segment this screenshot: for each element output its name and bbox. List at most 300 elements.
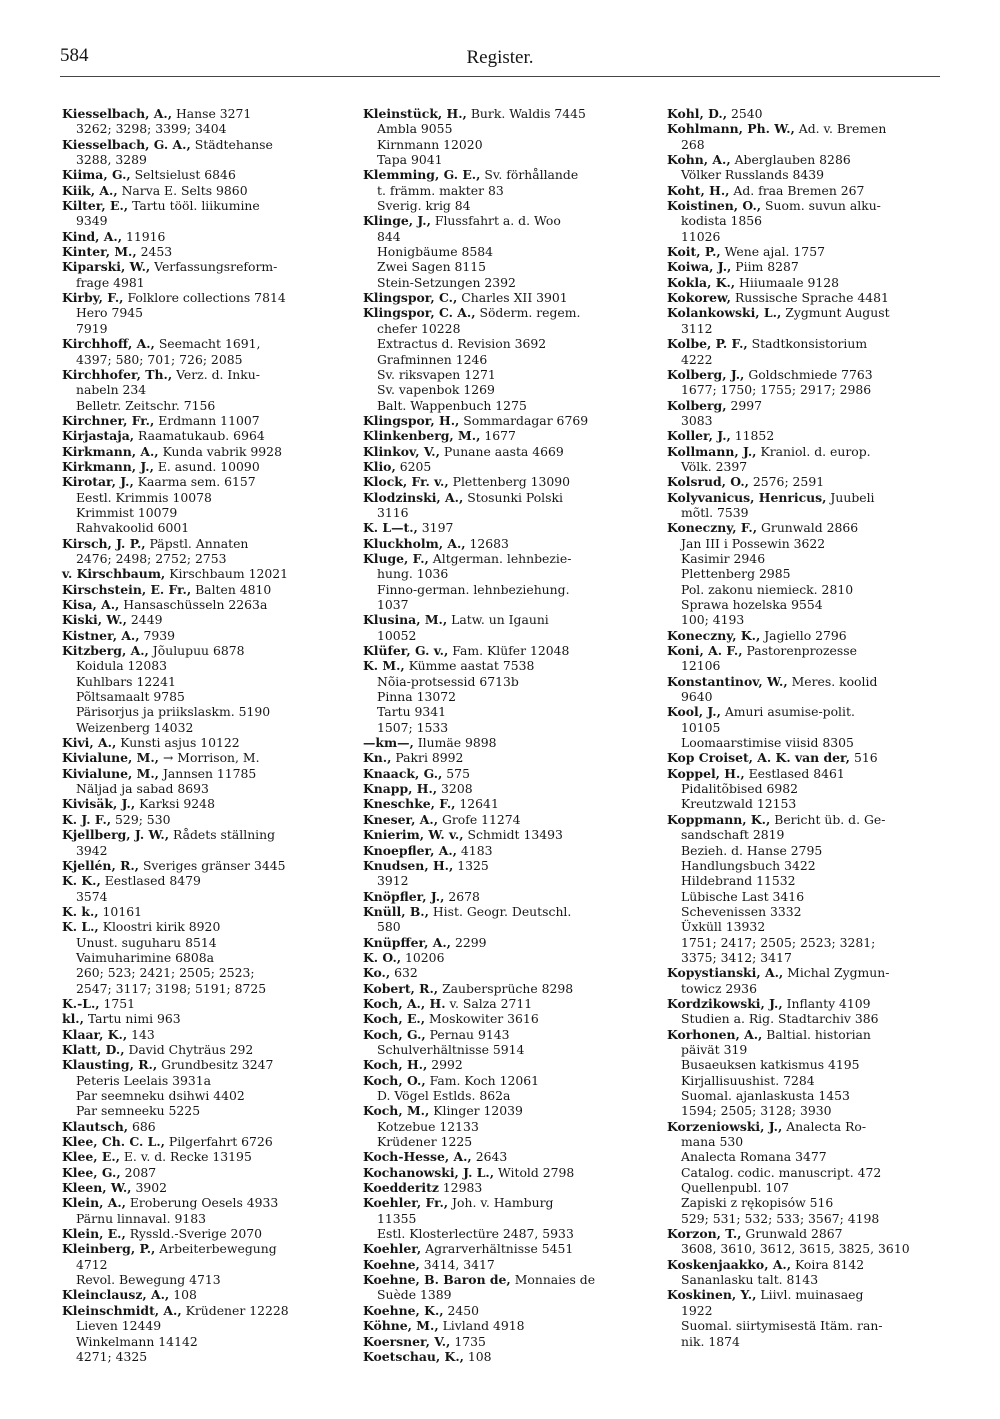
entry-author: Koneczny, F., xyxy=(667,520,758,536)
index-line xyxy=(363,459,645,474)
entry-author: Knoepfler, A., xyxy=(363,842,457,858)
index-line xyxy=(667,275,943,290)
entry-text: David Chyträus 292 xyxy=(124,1041,254,1057)
entry-author: Kiesselbach, A., xyxy=(62,106,173,121)
entry-text: 10105 xyxy=(681,719,721,735)
index-line xyxy=(62,336,344,351)
entry-text: Sv. vapenbok 1269 xyxy=(377,382,495,398)
index-line xyxy=(62,1287,344,1302)
entry-text: Kotzebue 12133 xyxy=(377,1118,479,1134)
entry-author: Klingspor, C., xyxy=(363,290,458,306)
entry-text: 12983 xyxy=(438,1180,483,1196)
entry-author: Kolyvanicus, Henricus, xyxy=(667,489,827,505)
index-column-1 xyxy=(62,106,344,1364)
entry-text: Pidalitõbised 6982 xyxy=(681,781,798,797)
index-line xyxy=(62,858,344,873)
entry-text: Suomal. ajanlaskusta 1453 xyxy=(681,1088,850,1103)
entry-text: Sommardagar 6769 xyxy=(459,412,589,428)
index-line xyxy=(667,843,943,858)
entry-text: 4222 xyxy=(681,351,713,367)
entry-text: Raamatukaub. 6964 xyxy=(134,428,265,444)
index-line xyxy=(363,1103,645,1118)
entry-text: towicz 2936 xyxy=(681,980,757,996)
index-line xyxy=(363,796,645,811)
index-line xyxy=(62,643,344,658)
index-line xyxy=(667,183,943,198)
entry-text: Suomal. siirtymisestä Itäm. ran- xyxy=(681,1318,883,1334)
index-line xyxy=(667,1165,943,1180)
entry-text: Pakri 8992 xyxy=(391,750,464,766)
entry-text: 3942 xyxy=(76,842,108,858)
index-line xyxy=(667,1073,943,1088)
index-line xyxy=(62,582,344,597)
entry-text: Eestlased 8479 xyxy=(100,873,201,889)
entry-text: Ilumäe 9898 xyxy=(413,735,497,751)
entry-text: Zwei Sagen 8115 xyxy=(377,259,487,275)
entry-author: Knudsen, H., xyxy=(363,857,454,873)
index-line xyxy=(667,536,943,551)
index-line xyxy=(62,474,344,489)
entry-text: 844 xyxy=(377,228,401,244)
entry-author: Koch, E., xyxy=(363,1011,426,1027)
index-line xyxy=(62,766,344,781)
index-line xyxy=(363,658,645,673)
entry-author: Kjellberg, J. W., xyxy=(62,827,170,843)
index-line xyxy=(667,1119,943,1134)
index-line xyxy=(363,766,645,781)
entry-text: Baltial. historian xyxy=(762,1026,871,1042)
entry-author: Klingspor, C. A., xyxy=(363,305,476,321)
index-line xyxy=(62,919,344,934)
index-line xyxy=(363,152,645,167)
index-line xyxy=(363,643,645,658)
index-line xyxy=(667,643,943,658)
entry-author: Kleinschmidt, A., xyxy=(62,1302,182,1318)
entry-text: frage 4981 xyxy=(76,274,145,290)
entry-text: Joh. v. Hamburg xyxy=(448,1195,554,1211)
entry-text: Kloostri kirik 8920 xyxy=(98,919,221,935)
entry-text: Hansaschüsseln 2263a xyxy=(119,597,268,612)
entry-text: 1735 xyxy=(450,1333,486,1349)
index-line xyxy=(62,1334,344,1349)
index-line xyxy=(667,981,943,996)
entry-author: Klinge, J., xyxy=(363,213,431,229)
entry-author: Kiesselbach, G. A., xyxy=(62,136,191,152)
index-line xyxy=(667,1011,943,1026)
entry-author: Koch, M., xyxy=(363,1103,430,1119)
index-line xyxy=(667,198,943,213)
entry-text: 108 xyxy=(169,1287,197,1303)
index-line xyxy=(363,1318,645,1333)
index-line xyxy=(62,689,344,704)
index-line xyxy=(667,305,943,320)
entry-author: Kivialune, M., xyxy=(62,765,159,781)
entry-text: Arbeiterbewegung xyxy=(155,1241,277,1257)
index-line xyxy=(667,1303,943,1318)
index-line xyxy=(363,183,645,198)
entry-author: Kilter, E., xyxy=(62,198,129,214)
entry-text: 516 xyxy=(850,750,878,766)
entry-author: Kirby, F., xyxy=(62,290,124,306)
header-rule xyxy=(60,76,940,77)
entry-text: 143 xyxy=(127,1026,155,1042)
entry-author: Korhonen, A., xyxy=(667,1026,763,1042)
index-line xyxy=(667,352,943,367)
index-line xyxy=(363,827,645,842)
entry-text: 9640 xyxy=(681,689,713,705)
index-line xyxy=(62,1088,344,1103)
index-line xyxy=(62,536,344,551)
index-line xyxy=(62,167,344,182)
index-line xyxy=(62,259,344,274)
entry-text: Analecta Ro- xyxy=(782,1118,867,1134)
index-line xyxy=(363,1272,645,1287)
entry-text: 2643 xyxy=(471,1149,508,1165)
entry-text: 7919 xyxy=(76,320,108,336)
index-line xyxy=(363,520,645,535)
index-line xyxy=(363,597,645,612)
index-line xyxy=(667,444,943,459)
entry-text: 3083 xyxy=(681,412,713,428)
entry-author: Kirjastaja, xyxy=(62,428,135,444)
entry-author: Koehne, B. Baron de, xyxy=(363,1272,511,1288)
entry-author: Knüpffer, A., xyxy=(363,934,451,950)
index-line xyxy=(363,428,645,443)
index-line xyxy=(667,858,943,873)
entry-text: nabeln 234 xyxy=(76,382,147,398)
index-line xyxy=(363,413,645,428)
entry-author: Kool, J., xyxy=(667,704,721,720)
entry-text: Eestl. Krimmis 10078 xyxy=(76,489,212,505)
index-line xyxy=(667,1334,943,1349)
entry-text: 260; 523; 2421; 2505; 2523; xyxy=(76,965,255,981)
entry-text: 7939 xyxy=(139,627,176,643)
entry-text: Michal Zygmun- xyxy=(783,965,890,981)
index-line xyxy=(363,505,645,520)
entry-text: Pinna 13072 xyxy=(377,689,457,705)
entry-author: Kop Croiset, A. K. van der, xyxy=(667,750,850,766)
index-line xyxy=(363,121,645,136)
entry-text: Jan III i Possewin 3622 xyxy=(681,535,826,551)
entry-author: Kjellén, R., xyxy=(62,857,139,873)
entry-text: 3414, 3417 xyxy=(419,1256,495,1272)
index-line xyxy=(667,873,943,888)
entry-text: Bezieh. d. Hanse 2795 xyxy=(681,842,823,858)
index-line xyxy=(363,981,645,996)
index-line xyxy=(62,1011,344,1026)
entry-text: 10161 xyxy=(98,903,142,919)
index-line xyxy=(667,674,943,689)
entry-author: Kopystianski, A., xyxy=(667,965,784,981)
entry-author: Kolberg, J., xyxy=(667,366,745,382)
entry-author: Köhne, M., xyxy=(363,1318,439,1334)
entry-author: Koppmann, K., xyxy=(667,811,771,827)
index-line xyxy=(363,367,645,382)
index-line xyxy=(667,1226,943,1241)
index-line xyxy=(62,428,344,443)
index-line xyxy=(667,1287,943,1302)
index-line xyxy=(667,167,943,182)
index-line xyxy=(667,413,943,428)
entry-text: 3112 xyxy=(681,320,713,336)
index-line xyxy=(667,336,943,351)
index-line xyxy=(363,1303,645,1318)
index-line xyxy=(363,750,645,765)
entry-author: Koehne, xyxy=(363,1256,420,1272)
entry-text: 3197 xyxy=(417,520,454,536)
index-line xyxy=(363,781,645,796)
entry-author: Kolbe, P. F., xyxy=(667,336,748,352)
entry-text: kodista 1856 xyxy=(681,213,763,229)
entry-author: Klusina, M., xyxy=(363,612,448,628)
index-line xyxy=(62,551,344,566)
entry-text: 11026 xyxy=(681,228,721,244)
index-line xyxy=(363,1134,645,1149)
entry-author: Klingspor, H., xyxy=(363,412,460,428)
entry-text: 2476; 2498; 2752; 2753 xyxy=(76,550,227,566)
index-line xyxy=(667,259,943,274)
entry-text: 2453 xyxy=(136,244,173,260)
entry-author: kl., xyxy=(62,1011,84,1027)
entry-text: Rådets ställning xyxy=(169,827,276,843)
index-line xyxy=(62,244,344,259)
entry-text: Fam. Klüfer 12048 xyxy=(448,643,570,659)
entry-text: Punane aasta 4669 xyxy=(439,443,564,459)
entry-text: Hist. Geogr. Deutschl. xyxy=(428,903,572,919)
entry-text: 575 xyxy=(442,765,470,781)
index-line xyxy=(667,1134,943,1149)
index-line xyxy=(363,1257,645,1272)
index-line xyxy=(62,106,344,121)
index-line xyxy=(363,1211,645,1226)
index-line xyxy=(667,766,943,781)
index-line xyxy=(62,1073,344,1088)
index-line xyxy=(62,1195,344,1210)
entry-text: mõtl. 7539 xyxy=(681,504,749,520)
entry-author: Koch, G., xyxy=(363,1026,426,1042)
entry-text: Amuri asumise-polit. xyxy=(720,704,855,720)
entry-text: Catalog. codic. manuscript. 472 xyxy=(681,1164,882,1180)
entry-text: Koidula 12083 xyxy=(76,658,167,674)
entry-author: Kolankowski, L., xyxy=(667,305,782,321)
entry-author: Korzeniowski, J., xyxy=(667,1118,783,1134)
entry-text: Sananlasku talt. 8143 xyxy=(681,1272,819,1288)
index-line xyxy=(62,198,344,213)
index-line xyxy=(363,689,645,704)
index-line xyxy=(62,367,344,382)
entry-text: Jannsen 11785 xyxy=(159,765,257,781)
entry-author: Kordzikowski, J., xyxy=(667,995,783,1011)
entry-author: Koht, H., xyxy=(667,182,730,198)
index-line xyxy=(62,382,344,397)
index-line xyxy=(363,1180,645,1195)
entry-author: Kleen, W., xyxy=(62,1180,132,1196)
entry-text: Lieven 12449 xyxy=(76,1318,162,1334)
entry-text: Finno-german. lehnbeziehung. xyxy=(377,581,570,597)
entry-author: Kneser, A., xyxy=(363,811,439,827)
index-line xyxy=(62,1349,344,1364)
entry-author: Klatt, D., xyxy=(62,1041,125,1057)
index-line xyxy=(667,1195,943,1210)
entry-text: Kaarma sem. 6157 xyxy=(133,474,256,490)
index-line xyxy=(62,490,344,505)
entry-text: Sv. riksvapen 1271 xyxy=(377,366,496,382)
entry-text: v. Salza 2711 xyxy=(445,995,533,1011)
index-line xyxy=(667,1149,943,1164)
index-line xyxy=(62,321,344,336)
entry-author: K. k., xyxy=(62,903,99,919)
entry-text: Monnaies de xyxy=(510,1272,596,1288)
entry-text: 1594; 2505; 3128; 3930 xyxy=(681,1103,832,1119)
index-line xyxy=(363,582,645,597)
index-line xyxy=(667,551,943,566)
entry-author: Koch, O., xyxy=(363,1072,426,1088)
index-line xyxy=(667,720,943,735)
entry-text: mana 530 xyxy=(681,1134,744,1150)
index-line xyxy=(667,382,943,397)
index-line xyxy=(667,244,943,259)
index-line xyxy=(667,919,943,934)
index-line xyxy=(62,904,344,919)
index-line xyxy=(363,889,645,904)
entry-author: Koller, J., xyxy=(667,428,731,444)
index-line xyxy=(667,889,943,904)
entry-text: Busaeuksen katkismus 4195 xyxy=(681,1057,860,1073)
entry-author: Klee, Ch. C. L., xyxy=(62,1134,165,1150)
entry-author: K.-L., xyxy=(62,995,100,1011)
entry-text: Städtehanse xyxy=(190,136,273,152)
entry-author: Kn., xyxy=(363,750,392,766)
entry-author: Kolberg, xyxy=(667,397,727,413)
index-line xyxy=(363,259,645,274)
index-line xyxy=(363,1287,645,1302)
index-line xyxy=(62,183,344,198)
index-line xyxy=(62,981,344,996)
entry-text: 2992 xyxy=(427,1057,463,1073)
entry-text: Sv. förhållande xyxy=(480,167,579,183)
entry-text: Kirjallisuushist. 7284 xyxy=(681,1072,815,1088)
entry-text: Ryssld.-Sverige 2070 xyxy=(125,1226,263,1242)
entry-author: Kohl, D., xyxy=(667,106,728,121)
entry-text: Liivl. muinasaeg xyxy=(756,1287,864,1303)
entry-author: Kohlmann, Ph. W., xyxy=(667,121,795,137)
index-line xyxy=(62,413,344,428)
entry-text: Piim 8287 xyxy=(731,259,799,275)
index-line xyxy=(363,612,645,627)
entry-author: Koppel, H., xyxy=(667,765,745,781)
entry-text: Aberglauben 8286 xyxy=(730,152,851,168)
index-line xyxy=(363,536,645,551)
entry-author: Knaack, G., xyxy=(363,765,443,781)
entry-text: 2540 xyxy=(727,106,763,121)
index-line xyxy=(62,720,344,735)
index-line xyxy=(62,152,344,167)
index-line xyxy=(667,996,943,1011)
entry-text: Livland 4918 xyxy=(438,1318,525,1334)
entry-text: Zygmunt August xyxy=(781,305,890,321)
entry-text: Russische Sprache 4481 xyxy=(731,290,889,306)
entry-text: 10206 xyxy=(401,949,445,965)
entry-text: 12106 xyxy=(681,658,721,674)
entry-text: Agrarverhältnisse 5451 xyxy=(421,1241,574,1257)
index-line xyxy=(363,1042,645,1057)
index-line xyxy=(363,321,645,336)
index-line xyxy=(363,904,645,919)
entry-text: Stein-Setzungen 2392 xyxy=(377,274,516,290)
index-line xyxy=(667,582,943,597)
index-line xyxy=(667,704,943,719)
entry-text: 3116 xyxy=(377,504,409,520)
index-line xyxy=(62,1134,344,1149)
entry-author: Knapp, H., xyxy=(363,781,438,797)
entry-text: 686 xyxy=(128,1118,156,1134)
entry-text: 2997 xyxy=(726,397,763,413)
index-line xyxy=(363,1334,645,1349)
entry-text: Verz. d. Inku- xyxy=(172,366,260,382)
entry-text: Sveriges gränser 3445 xyxy=(139,857,286,873)
entry-text: 580 xyxy=(377,919,401,935)
entry-author: K. M., xyxy=(363,658,405,674)
entry-text: 2087 xyxy=(120,1164,157,1180)
index-column-3 xyxy=(667,106,943,1349)
entry-author: Kirchhofer, Th., xyxy=(62,366,173,382)
entry-text: 2678 xyxy=(444,888,480,904)
index-line xyxy=(363,566,645,581)
entry-author: Kolsrud, O., xyxy=(667,474,749,490)
entry-text: 3902 xyxy=(131,1180,167,1196)
index-line xyxy=(363,474,645,489)
index-line xyxy=(363,674,645,689)
index-line xyxy=(62,935,344,950)
entry-text: 3608, 3610, 3612, 3615, 3825, 3610 xyxy=(681,1241,910,1257)
entry-text: Balten 4810 xyxy=(191,581,272,597)
index-line xyxy=(363,1165,645,1180)
entry-text: Ad. fraa Bremen 267 xyxy=(729,182,865,198)
entry-text: Jagiello 2796 xyxy=(760,627,847,643)
entry-text: 10052 xyxy=(377,627,417,643)
index-line xyxy=(363,275,645,290)
index-line xyxy=(62,229,344,244)
entry-text: Burk. Waldis 7445 xyxy=(466,106,586,121)
index-line xyxy=(667,750,943,765)
entry-text: 4271; 4325 xyxy=(76,1348,148,1364)
entry-author: Koneczny, K., xyxy=(667,627,761,643)
entry-text: Fam. Koch 12061 xyxy=(425,1072,540,1088)
entry-author: Koch, H., xyxy=(363,1057,428,1073)
index-line xyxy=(667,152,943,167)
entry-author: Kisa, A., xyxy=(62,597,120,612)
entry-author: Ko., xyxy=(363,965,391,981)
entry-text: → Morrison, M. xyxy=(159,750,260,766)
index-line xyxy=(667,812,943,827)
entry-text: Belletr. Zeitschr. 7156 xyxy=(76,397,216,413)
index-line xyxy=(62,965,344,980)
entry-author: Koehler, Fr., xyxy=(363,1195,449,1211)
entry-text: Balt. Wappenbuch 1275 xyxy=(377,397,527,413)
index-line xyxy=(667,229,943,244)
entry-author: Kluckholm, A., xyxy=(363,535,466,551)
index-line xyxy=(363,1241,645,1256)
entry-text: t. främm. makter 83 xyxy=(377,182,504,198)
entry-text: Plettenberg 13090 xyxy=(448,474,571,490)
index-line xyxy=(62,290,344,305)
index-line xyxy=(667,597,943,612)
entry-text: Suom. suvun alku- xyxy=(761,198,881,214)
entry-text: Zaubersprüche 8298 xyxy=(438,980,574,996)
entry-text: Winkelmann 14142 xyxy=(76,1333,198,1349)
entry-text: Grafminnen 1246 xyxy=(377,351,488,367)
index-column-2 xyxy=(363,106,645,1364)
